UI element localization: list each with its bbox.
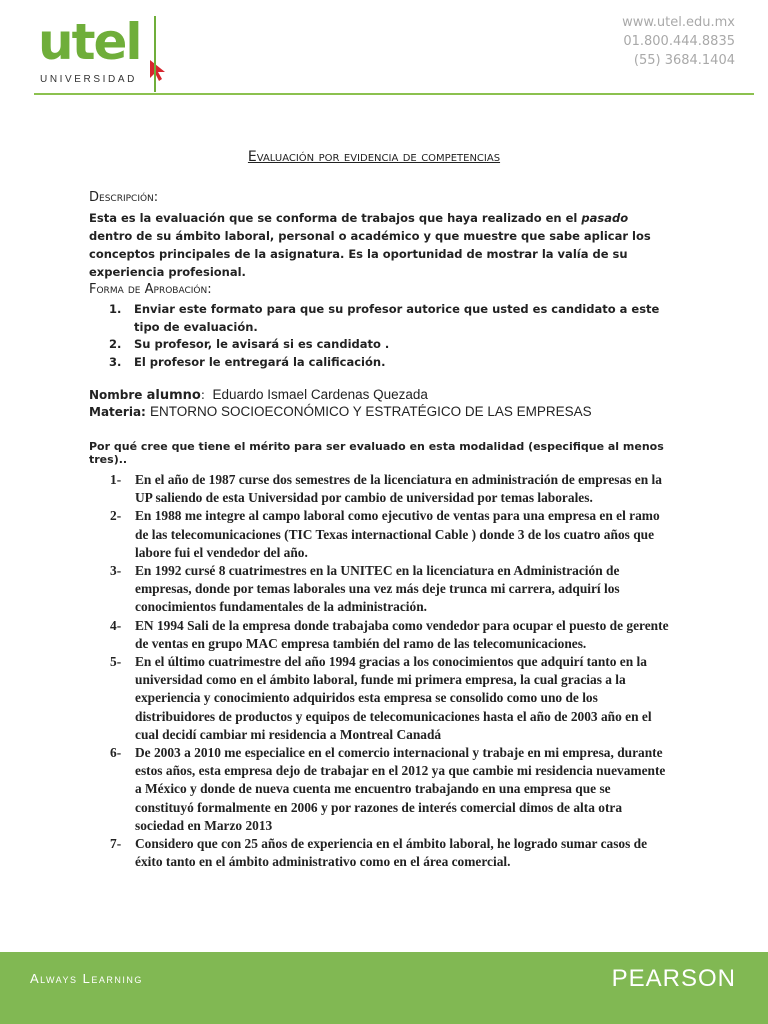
subject-row [89, 404, 592, 420]
approval-heading: Forma de Aprobación: [89, 282, 212, 297]
utel-logo [36, 13, 166, 90]
answers-list [110, 471, 670, 871]
logo-wordmark: utel [38, 13, 141, 71]
header-rule [34, 93, 754, 95]
cursor-arrow-icon [148, 58, 168, 82]
list-item: 6- De 2003 a 2010 me especialice en el comercio internacional y trabaje en mi empresa, durante estos años, esta empresa dejo de trabajar en el 2012 ya que cambie mi residencia nuevamente a México y donde de nueva cuenta me encuentro trabajando en una empresa que se constituyó formalmente en 2006 y por razones de interés comercial dimos de alta otra sociedad en Marzo 2013 [110, 745, 666, 833]
document-title: Evaluación por evidencia de competencias [247, 149, 501, 165]
logo-subtext: UNIVERSIDAD [40, 74, 137, 85]
subject-value: ENTORNO SOCIOECONÓMICO Y ESTRATÉGICO DE LAS EMPRESAS [150, 404, 592, 419]
logo-divider [154, 16, 156, 92]
subject-label: Materia: [89, 405, 151, 419]
footer-tagline: Always Learning [30, 971, 143, 986]
description-italic: pasado [581, 211, 629, 225]
list-item: 5- En el último cuatrimestre del año 1994 gracias a los conocimientos que adquirí tanto en la universidad como en el ámbito laboral, funde mi primera empresa, la cual gracias a la experiencia y conocimiento adquiridos esta empresa se consolido como uno de los distribuidores de productos y equipos de telecomunicaciones hasta el año de 2003 año en el cual decidí cambiar mi residencia a Montreal Canadá [110, 654, 652, 742]
list-item: 2. Su profesor, le avisará si es candidato . [109, 337, 390, 351]
student-name-row: Nombre alumno: Eduardo Ismael Cardenas Quezada [89, 387, 428, 403]
list-item: 1. Enviar este formato para que su profesor autorice que usted es candidato a este tipo de evaluación. [109, 302, 660, 334]
list-item: 1- En el año de 1987 curse dos semestres de la licenciatura en administración de empresas en la UP saliendo de esta Universidad por cambio de universidad por temas laborales. [110, 472, 662, 506]
footer-bar [0, 952, 768, 1024]
description-heading: Descripción: [89, 190, 159, 205]
list-item: 7- Considero que con 25 años de experiencia en el ámbito laboral, he logrado sumar casos de éxito tanto en el ámbito administrativo como en el área comercial. [110, 836, 648, 870]
list-item: 4- EN 1994 Sali de la empresa donde trabajaba como vendedor para ocupar el puesto de gerente de ventas en grupo MAC empresa también del ramo de las telecomunicaciones. [110, 617, 669, 651]
phone-local: (55) 3684.1404 [633, 53, 735, 68]
phone-tollfree: 01.800.444.8835 [623, 34, 735, 49]
student-name-value: Eduardo Ismael Cardenas Quezada [212, 387, 428, 402]
list-item: 2- En 1988 me integre al campo laboral como ejecutivo de ventas para una empresa en el ramo de las telecomunicaciones (TIC Texas internactional Cable ) donde 3 de los cuatro años que labore fui el vendedor del año. [110, 508, 660, 560]
list-item: 3- En 1992 cursé 8 cuatrimestres en la UNITEC en la licenciatura en Administración de empresas, donde por temas laborales una vez más deje trunca mi carrera, adquirí los conocimientos fundamentales de la administración. [110, 563, 620, 615]
contact-info [622, 13, 735, 70]
student-label: Nombre [89, 388, 147, 402]
merit-question: Por qué cree que tiene el mérito para ser evaluado en esta modalidad (especifique al menos tres).. [89, 440, 664, 466]
list-item: 3. El profesor le entregará la calificación. [109, 354, 386, 369]
description-text: Esta es la evaluación que se conforma de trabajos que haya realizado en el pasado dentro de su ámbito laboral, personal o académico y que muestre que sabe aplicar los conceptos principales de la asignatura. Es la oportunidad de mostrar la valía de su experiencia profesional. [89, 211, 651, 279]
pearson-logo: PEARSON [611, 965, 736, 992]
approval-steps-list [89, 301, 669, 371]
website-link[interactable]: www.utel.edu.mx [622, 15, 735, 30]
